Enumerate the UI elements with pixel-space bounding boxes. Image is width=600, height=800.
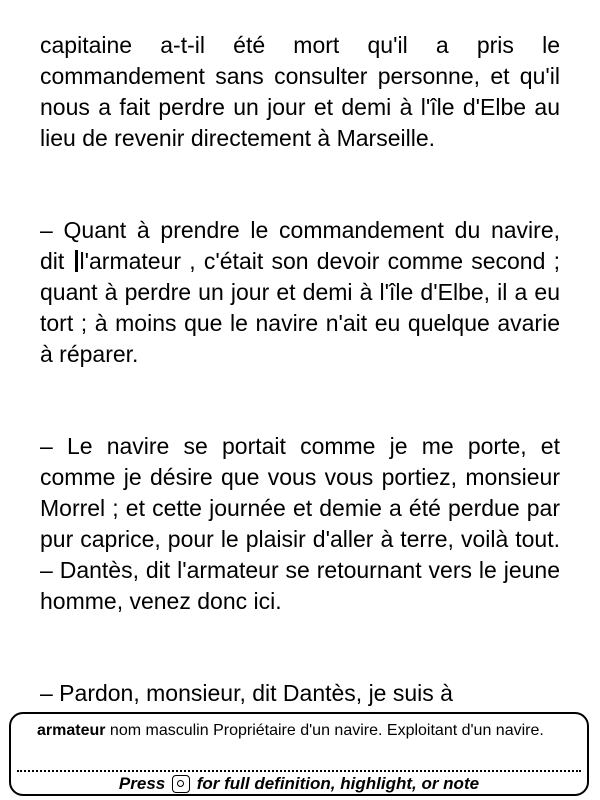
popup-divider (17, 770, 581, 772)
book-page-text[interactable] (40, 30, 560, 709)
text-cursor (75, 250, 78, 272)
paragraph-2 (40, 215, 560, 370)
dictionary-hint (11, 774, 587, 794)
hint-suffix: for full definition, highlight, or note (196, 774, 480, 793)
hint-prefix: Press (118, 774, 166, 793)
dictionary-headword: armateur (37, 722, 106, 739)
selected-word-armateur[interactable]: l'armateur , c'était son devoir comme second ; quant à perdre un jour et demi à l'île d'Elbe, il a eu tort ; à moins que le navire n'ait eu quelque avarie à réparer. (40, 248, 560, 367)
paragraph-1: capitaine a-t-il été mort qu'il a pris le commandement sans consulter personne, et qu'il nous a fait perdre un jour et demi à l'île d'Elbe au lieu de revenir directement à Marseille. (40, 32, 560, 151)
dictionary-definition (37, 720, 567, 742)
dictionary-definition-text: nom masculin Propriétaire d'un navire. Exploitant d'un navire. (105, 722, 544, 739)
paragraph-4-partial: – Pardon, monsieur, dit Dantès, je suis à (40, 680, 453, 706)
dictionary-popup[interactable] (9, 712, 589, 796)
paragraph-3: – Le navire se portait comme je me porte, et comme je désire que vous vous portiez, monsieur Morrel ; et cette journée et demie a été perdue par pur caprice, pour le plaisir d'aller à terre, voilà tout. – Dantès, dit l'armateur se retournant vers le jeune homme, venez donc ici. (40, 433, 560, 614)
five-way-controller-icon (172, 775, 190, 793)
paragraph-2-before-cursor: – Quant à prendre le commandement du navire, dit (40, 217, 560, 274)
